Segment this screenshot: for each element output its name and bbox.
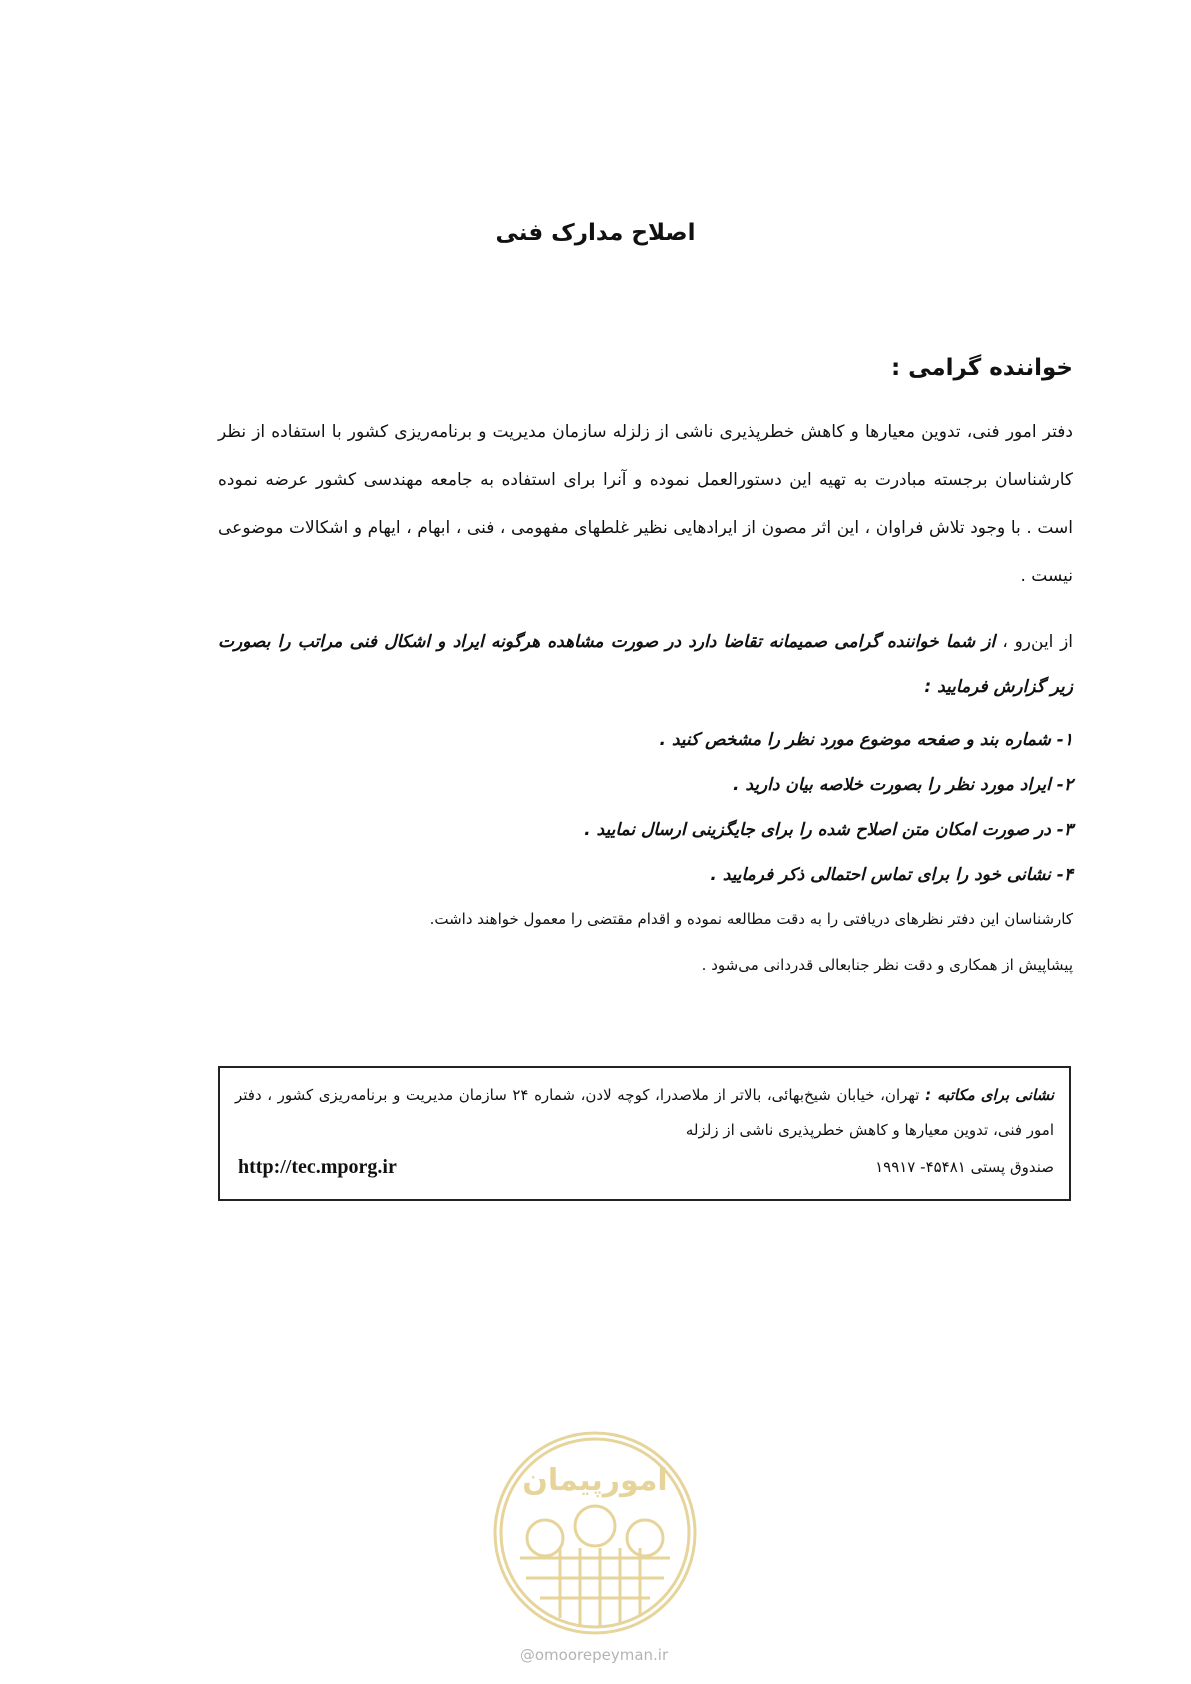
closing-line-1: کارشناسان این دفتر نظرهای دریافتی را به دقت مطالعه نموده و اقدام مقتضی را معمول خواهند داشت.	[429, 910, 1073, 928]
website-link[interactable]: http://tec.mporg.ir	[238, 1156, 397, 1178]
closing-block	[218, 896, 1073, 988]
seal-text: امورپیمان	[522, 1463, 668, 1498]
watermark-handle: @omoorepeyman.ir	[519, 1646, 669, 1664]
address-text	[235, 1078, 1054, 1148]
address-label: نشانی برای مکاتبه :	[925, 1086, 1055, 1104]
seal-logo	[490, 1428, 700, 1638]
instruction-item-3: ۳- در صورت امکان متن اصلاح شده را برای جایگزینی ارسال نمایید .	[584, 820, 1073, 840]
address-body: تهران، خیابان شیخ‌بهائی، بالاتر از ملاصدرا، کوچه لادن، شماره ۲۴ سازمان مدیریت و برنامه‌ریزی کشور ، دفتر امور فنی، تدوین معیارها و کاهش خطرپذیری ناشی از زلزله	[235, 1086, 1054, 1139]
request-paragraph	[218, 620, 1073, 710]
instruction-item-1: ۱- شماره بند و صفحه موضوع مورد نظر را مشخص کنید .	[659, 730, 1073, 750]
instruction-item-2: ۲- ایراد مورد نظر را بصورت خلاصه بیان دارید .	[732, 775, 1073, 795]
address-box	[218, 1066, 1071, 1201]
request-prefix: از این‌رو ،	[1002, 632, 1074, 652]
postal-box: صندوق پستی ۴۵۴۸۱- ۱۹۹۱۷	[875, 1158, 1054, 1176]
instruction-list	[218, 718, 1073, 898]
intro-paragraph: دفتر امور فنی، تدوین معیارها و کاهش خطرپذیری ناشی از زلزله سازمان مدیریت و برنامه‌ریزی کشور با استفاده از نظر کارشناسان برجسته مبادرت به تهیه این دستورالعمل نموده و آنرا برای استفاده به جامعه مهندسی کشور عرضه نموده است . با وجود تلاش فراوان ، این اثر مصون از ایرادهایی نظیر غلطهای مفهومی ، فنی ، ابهام ، ایهام و اشکالات موضوعی نیست .	[218, 422, 1073, 586]
closing-line-2: پیشاپیش از همکاری و دقت نظر جنابعالی قدردانی می‌شود .	[701, 956, 1073, 974]
instruction-item-4: ۴- نشانی خود را برای تماس احتمالی ذکر فرمایید .	[710, 865, 1073, 885]
request-emphasis: از شما خواننده گرامی صمیمانه تقاضا دارد در صورت مشاهده هرگونه ایراد و اشکال فنی مراتب را بصورت زیر گزارش فرمایید :	[218, 632, 1073, 697]
page-title: اصلاح مدارک فنی	[495, 220, 696, 246]
greeting-heading: خواننده گرامی :	[890, 355, 1073, 381]
